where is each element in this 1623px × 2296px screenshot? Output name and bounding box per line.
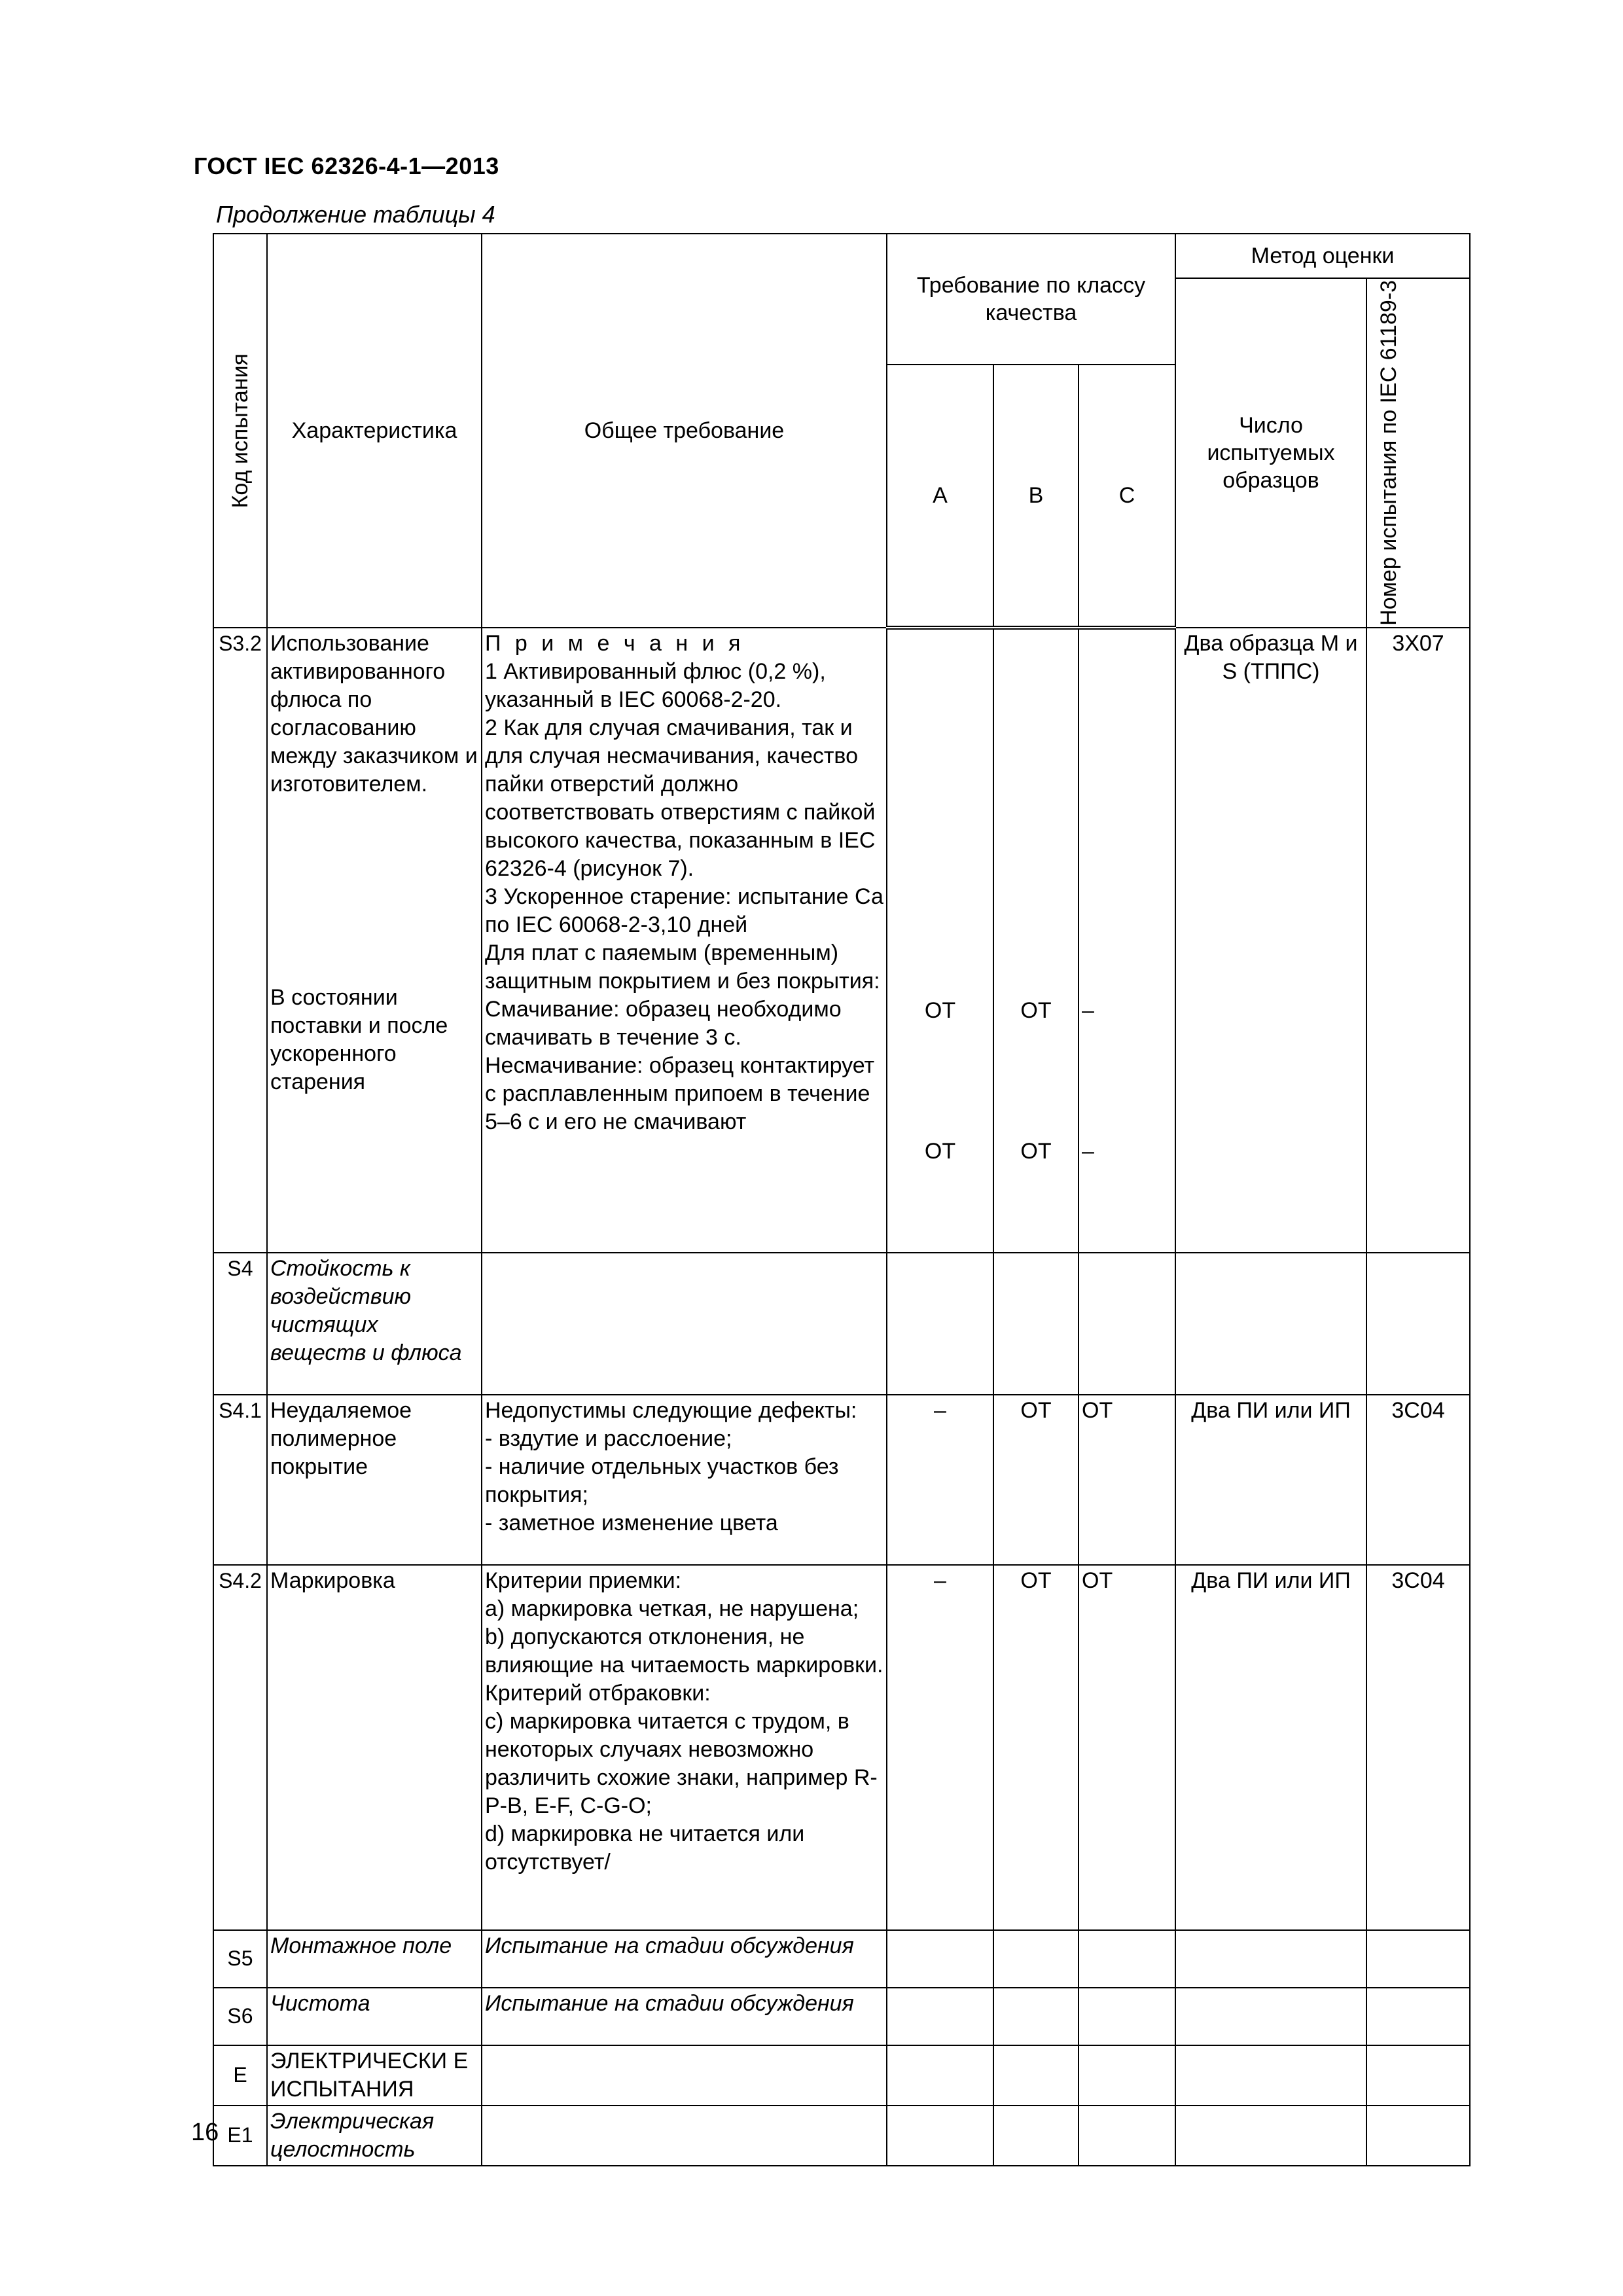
row-characteristic: Маркировка <box>267 1565 482 1930</box>
row-code: S3.2 <box>213 628 267 1253</box>
row-general-requirement <box>482 2045 887 2106</box>
table-row <box>213 2106 1470 2166</box>
row-characteristic: Неудаляемое полимерное покрытие <box>267 1395 482 1565</box>
row-code: E <box>213 2045 267 2106</box>
requirements-table <box>213 233 1471 2166</box>
row-class-a <box>887 1253 993 1395</box>
row-code: S4.1 <box>213 1395 267 1565</box>
header-evaluation-method: Метод оценки <box>1175 234 1470 278</box>
row-class-c <box>1079 1930 1175 1988</box>
row-sample-count: Два ПИ или ИП <box>1175 1395 1366 1565</box>
table-row <box>213 1930 1470 1988</box>
row-class-c <box>1079 2106 1175 2166</box>
row-test-number: 3X07 <box>1366 628 1470 1253</box>
row-general-requirement: Испытание на стадии обсуждения <box>482 1930 887 1988</box>
header-class-c: C <box>1079 365 1175 628</box>
header-class-b: B <box>993 365 1079 628</box>
table-row <box>213 1253 1470 1395</box>
row-sample-count <box>1175 1253 1366 1395</box>
row-class-a: – <box>887 1565 993 1930</box>
row-class-b <box>993 2045 1079 2106</box>
row-class-a: ОТ ОТ <box>887 628 993 1253</box>
row-sample-count: Два образца M и S (ТППС) <box>1175 628 1366 1253</box>
table-caption: Продолжение таблицы 4 <box>216 201 495 228</box>
row-class-c: ОТ <box>1079 1565 1175 1930</box>
header-general-requirement: Общее требование <box>482 234 887 628</box>
row-code: S4 <box>213 1253 267 1395</box>
table-row <box>213 2045 1470 2106</box>
row-characteristic: Электрическая целостность <box>267 2106 482 2166</box>
row-class-a <box>887 1988 993 2045</box>
table-row <box>213 1565 1470 1930</box>
row-code: S5 <box>213 1930 267 1988</box>
row-test-number <box>1366 2106 1470 2166</box>
row-code: E1 <box>213 2106 267 2166</box>
row-test-number: 3С04 <box>1366 1565 1470 1930</box>
row-sample-count <box>1175 1988 1366 2045</box>
table-row <box>213 1395 1470 1565</box>
row-class-c <box>1079 2045 1175 2106</box>
row-characteristic: Использование активированного флюса по согласованию между заказчиком и изготовителем. В состоянии поставки и после ускоренного старения <box>267 628 482 1253</box>
row-test-number <box>1366 1253 1470 1395</box>
row-class-b: ОТ ОТ <box>993 628 1079 1253</box>
row-sample-count <box>1175 2045 1366 2106</box>
row-class-c <box>1079 1253 1175 1395</box>
row-test-number <box>1366 1930 1470 1988</box>
row-characteristic: ЭЛЕКТРИЧЕСКИ Е ИСПЫТАНИЯ <box>267 2045 482 2106</box>
row-characteristic: Чистота <box>267 1988 482 2045</box>
row-test-number <box>1366 2045 1470 2106</box>
document-title: ГОСТ IEC 62326-4-1—2013 <box>194 152 499 179</box>
row-characteristic: Монтажное поле <box>267 1930 482 1988</box>
row-class-b <box>993 2106 1079 2166</box>
header-test-number: Номер испытания по IEC 61189-3 <box>1366 278 1470 628</box>
row-class-a <box>887 2106 993 2166</box>
row-test-number <box>1366 1988 1470 2045</box>
row-class-c: – – <box>1079 628 1175 1253</box>
row-code: S6 <box>213 1988 267 2045</box>
row-general-requirement: Недопустимы следующие дефекты: - вздутие и расслоение; - наличие отдельных участков без покрытия; - заметное изменение цвета <box>482 1395 887 1565</box>
header-class-a: A <box>887 365 993 628</box>
row-class-b <box>993 1988 1079 2045</box>
header-sample-count: Число испытуемых образцов <box>1175 278 1366 628</box>
row-sample-count <box>1175 1930 1366 1988</box>
header-characteristic: Характеристика <box>267 234 482 628</box>
row-class-c: ОТ <box>1079 1395 1175 1565</box>
row-test-number: 3С04 <box>1366 1395 1470 1565</box>
header-class-requirement: Требование по классу качества <box>887 234 1175 365</box>
table-row <box>213 628 1470 1253</box>
row-sample-count: Два ПИ или ИП <box>1175 1565 1366 1930</box>
page-number: 16 <box>191 2119 219 2146</box>
row-general-requirement <box>482 2106 887 2166</box>
row-class-a <box>887 1930 993 1988</box>
header-code: Код испытания <box>213 234 267 628</box>
row-general-requirement: Испытание на стадии обсуждения <box>482 1988 887 2045</box>
row-class-b: ОТ <box>993 1565 1079 1930</box>
row-general-requirement: П р и м е ч а н и я 1 Активированный флюс (0,2 %), указанный в IEC 60068-2-20. 2 Как для случая смачивания, так и для случая несмачивания, качество пайки отверстий должно соответствовать отверстиям с пайкой высокого качества, показанным в IEC 62326-4 (рисунок 7). 3 Ускоренное старение: испытание Са по IEC 60068-2-3,10 дней Для плат с паяемым (временным) защитным покрытием и без покрытия: Смачивание: образец необходимо смачивать в течение 3 с. Несмачивание: образец контактирует с расплавленным припоем в течение 5–6 с и его не смачивают <box>482 628 887 1253</box>
row-class-a <box>887 2045 993 2106</box>
row-characteristic: Стойкость к воздействию чистящих веществ и флюса <box>267 1253 482 1395</box>
row-class-b: ОТ <box>993 1395 1079 1565</box>
table-row <box>213 1988 1470 2045</box>
row-sample-count <box>1175 2106 1366 2166</box>
row-general-requirement: Критерии приемки: a) маркировка четкая, не нарушена; b) допускаются отклонения, не влияющие на читаемость маркировки. Критерий отбраковки: c) маркировка читается с трудом, в некоторых случаях невозможно различить схожие знаки, например R-P-B, E-F, C-G-O; d) маркировка не читается или отсутствует/ <box>482 1565 887 1930</box>
row-code: S4.2 <box>213 1565 267 1930</box>
row-general-requirement <box>482 1253 887 1395</box>
row-class-b <box>993 1253 1079 1395</box>
row-class-a: – <box>887 1395 993 1565</box>
row-class-c <box>1079 1988 1175 2045</box>
row-class-b <box>993 1930 1079 1988</box>
